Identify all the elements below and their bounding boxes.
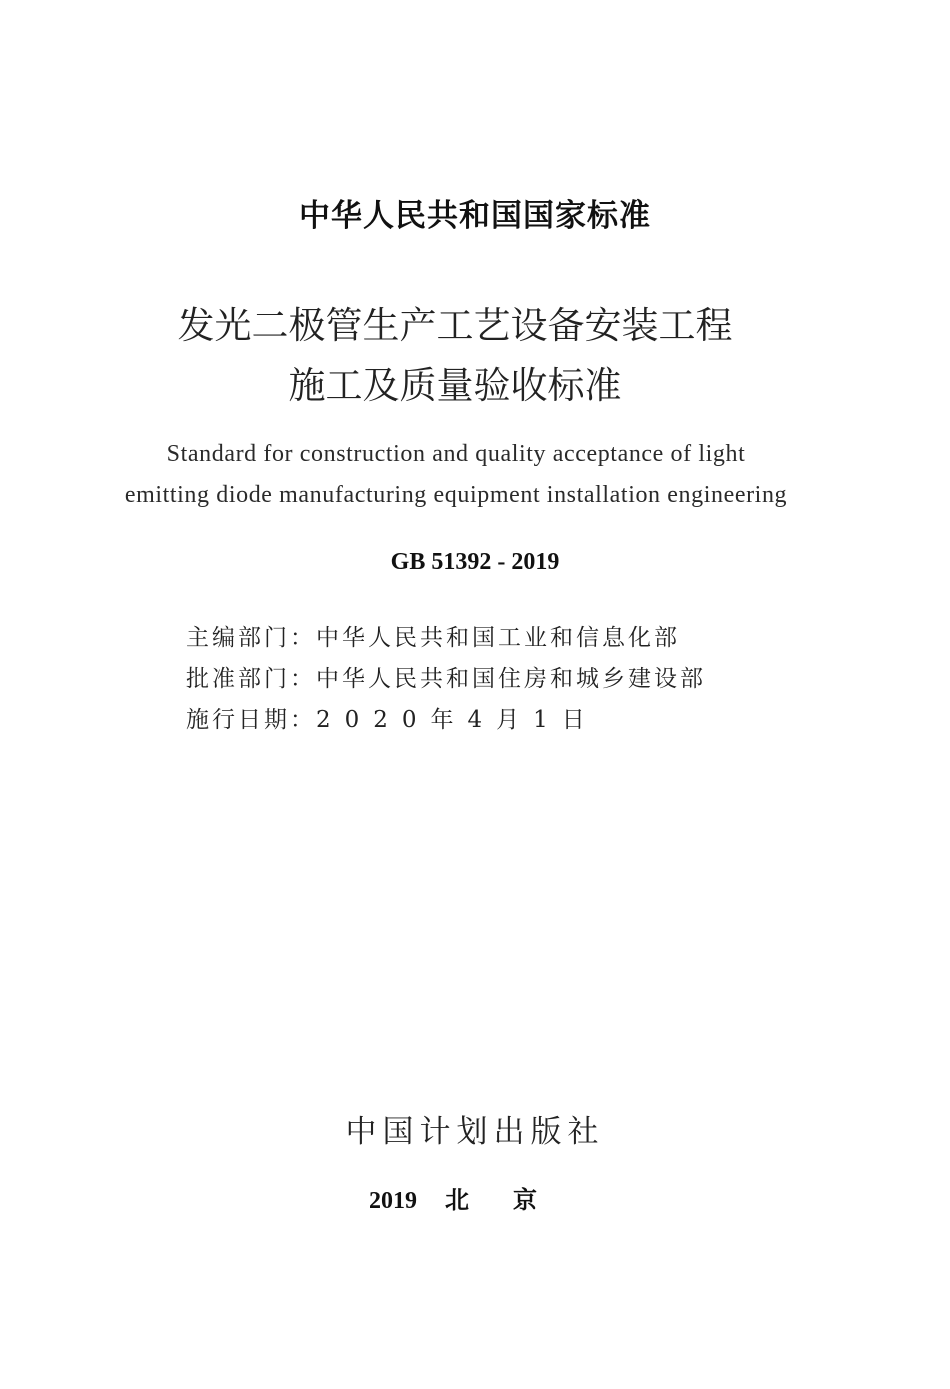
chinese-title <box>0 296 950 416</box>
english-title <box>0 434 950 516</box>
imprint-year: 2019 <box>369 1188 417 1214</box>
standard-info-block <box>186 618 706 741</box>
approver-label: 批准部门： <box>186 666 316 692</box>
editor-row <box>186 618 706 659</box>
approver-row <box>186 659 706 700</box>
standard-code: GB 51392 - 2019 <box>390 549 560 575</box>
editor-label: 主编部门： <box>186 625 316 651</box>
approver-value: 中华人民共和国住房和城乡建设部 <box>316 666 706 692</box>
english-title-line-2: emitting diode manufacturing equipment installation engineering <box>124 482 788 508</box>
chinese-title-line-2: 施工及质量验收标准 <box>288 364 622 407</box>
editor-value: 中华人民共和国工业和信息化部 <box>316 625 680 651</box>
imprint-city: 北京 <box>445 1188 581 1214</box>
publisher-name: 中国计划出版社 <box>345 1114 605 1150</box>
chinese-title-line-1: 发光二极管生产工艺设备安装工程 <box>177 304 733 347</box>
imprint-line <box>0 1180 950 1215</box>
effective-date-value: 2020年4月1日 <box>316 707 599 733</box>
effective-date-row <box>186 700 706 741</box>
english-title-line-1: Standard for construction and quality acceptance of light <box>166 441 746 467</box>
standard-type-heading: 中华人民共和国国家标准 <box>299 198 651 234</box>
effective-date-label: 施行日期： <box>186 707 316 733</box>
